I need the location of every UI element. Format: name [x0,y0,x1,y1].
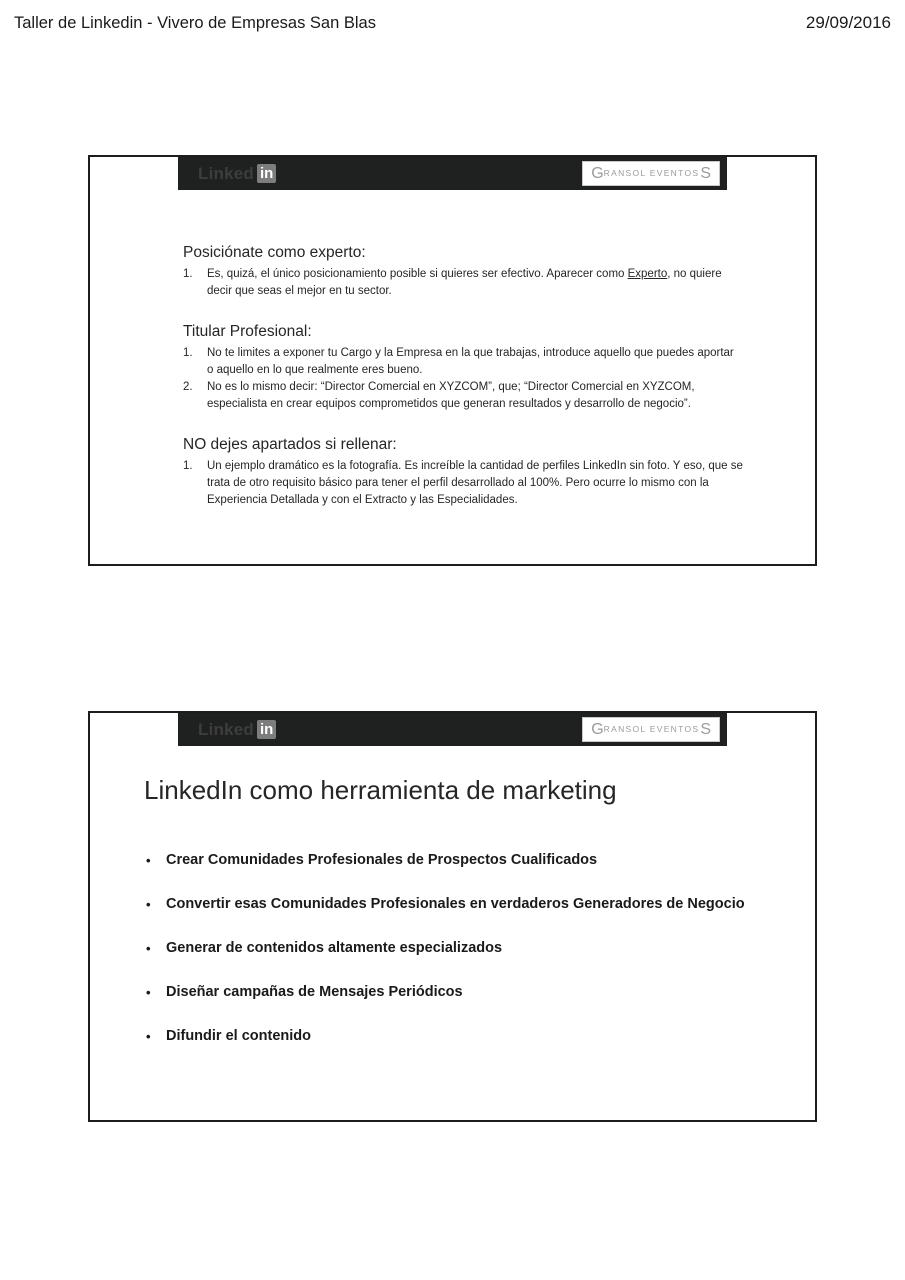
slide-2-title: LinkedIn como herramienta de marketing [144,775,617,805]
bullet-item [146,939,806,958]
slide-1 [88,155,817,566]
linkedin-logo [198,164,276,184]
bullet-text: Difundir el contenido [166,1028,311,1044]
page-title: Taller de Linkedin - Vivero de Empresas San Blas [14,14,376,32]
bullet-marker: • [146,985,151,1000]
list-item-text-post: , no quiere decir que seas el mejor en tu sector. [207,268,722,297]
slide-2-header-bar [178,713,727,746]
list-item-text: No es lo mismo decir: “Director Comercial en XYZCOM”, que; “Director Comercial en XYZCOM, especialista en crear equipos comprometidos que generan resultados y desarrollo de negocio”. [207,381,695,410]
section-posicionate [183,243,743,300]
section-no-dejes-apartados [183,435,743,509]
list-item [183,379,743,413]
list-item-number: 1. [183,460,193,472]
gransol-initial-letter: G [591,720,604,738]
bullet-item [146,1027,806,1046]
bullet-item [146,851,806,870]
slide-1-content [183,243,743,531]
gransol-final-letter: S [700,164,711,182]
gransol-eventos-logo [582,161,720,186]
bullet-marker: • [146,853,151,868]
section-heading: Titular Profesional: [183,323,312,340]
page-date: 29/09/2016 [805,13,891,32]
bullet-item [146,895,806,914]
section-titular-profesional [183,322,743,413]
list-item-text: Un ejemplo dramático es la fotografía. Es increíble la cantidad de perfiles LinkedIn sin foto. Y eso, que se trata de otro requisito básico para tener el perfil desarrollado al 100%. Pero ocurre lo mismo con la Experiencia Detallada y con el Extracto y las Especialidades. [207,460,743,506]
bullet-marker: • [146,897,151,912]
slide-2 [88,711,817,1122]
bullet-marker: • [146,941,151,956]
page-header [14,9,891,37]
linkedin-in-icon: in [257,164,276,183]
list-item-number: 1. [183,347,193,359]
gransol-eventos-logo [582,717,720,742]
bullet-text: Generar de contenidos altamente especializados [166,940,503,956]
bullet-text: Convertir esas Comunidades Profesionales en verdaderos Generadores de Negocio [166,896,745,912]
gransol-final-letter: S [700,720,711,738]
list-item-text [207,266,743,300]
bullet-marker: • [146,1029,151,1044]
linkedin-wordmark: Linked [198,163,254,183]
bullet-text: Diseñar campañas de Mensajes Periódicos [166,984,463,1000]
gransol-initial-letter: G [591,164,604,182]
slide-1-header-bar [178,157,727,190]
list-item [183,345,743,379]
list-item-number: 2. [183,381,193,393]
list-item-text-underlined: Experto [627,268,668,280]
list-item-text: No te limites a exponer tu Cargo y la Empresa en la que trabajas, introduce aquello que puedes aportar o aquello en lo que realmente eres bueno. [207,347,734,376]
list-item [183,458,743,509]
section-heading: NO dejes apartados si rellenar: [183,436,397,453]
list-item-number: 1. [183,268,193,280]
bullet-text: Crear Comunidades Profesionales de Prospectos Cualificados [166,852,598,868]
list-item [183,266,743,300]
linkedin-logo [198,720,276,740]
bullet-item [146,983,806,1002]
section-heading: Posiciónate como experto: [183,244,366,261]
gransol-logo-text: RANSOL EVENTOS [603,168,700,179]
linkedin-wordmark: Linked [198,719,254,739]
list-item-text-pre: Es, quizá, el único posicionamiento posible si quieres ser efectivo. Aparecer como [207,268,628,280]
slide-2-bullet-list [146,851,806,1071]
gransol-logo-text: RANSOL EVENTOS [603,724,700,735]
linkedin-in-icon: in [257,720,276,739]
